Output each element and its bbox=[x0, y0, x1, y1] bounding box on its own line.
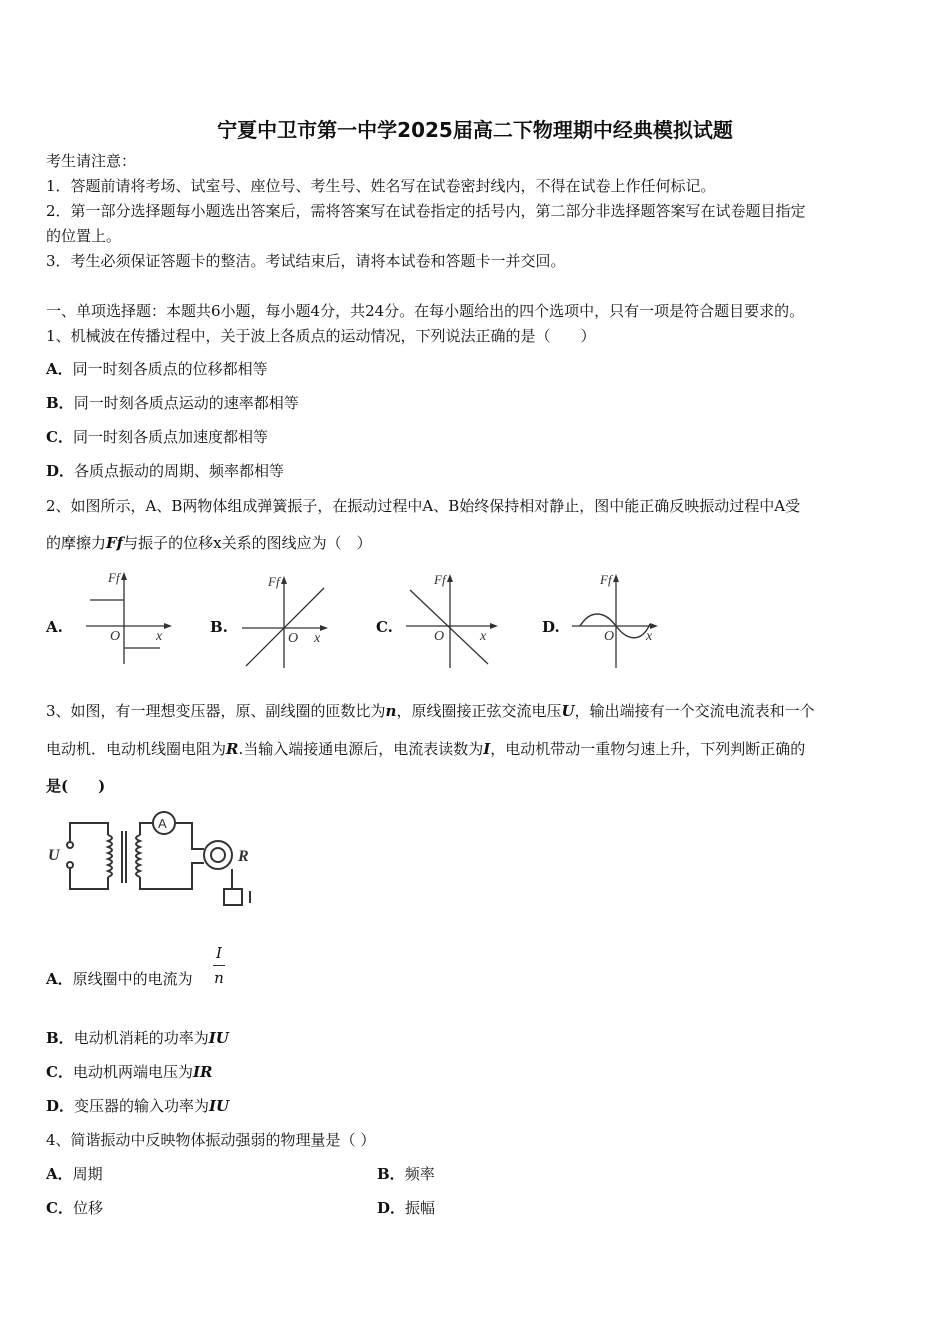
q3-option-d: D．变压器的输入功率为IU bbox=[46, 1097, 230, 1115]
q4-option-b: B．频率 bbox=[377, 1165, 435, 1183]
svg-text:U: U bbox=[48, 847, 60, 864]
svg-text:Ff: Ff bbox=[434, 572, 446, 587]
notice-item: 3．考生必须保证答题卡的整洁。考试结束后，请将本试卷和答题卡一并交回。 bbox=[46, 252, 566, 270]
q2-graph-d bbox=[566, 568, 666, 672]
notice-item: 的位置上。 bbox=[46, 227, 122, 245]
q2-graph-a bbox=[82, 568, 178, 668]
notice-item: 1．答题前请将考场、试室号、座位号、考生号、姓名写在试卷密封线内，不得在试卷上作任何标记。 bbox=[46, 177, 716, 195]
q4-option-a: A．周期 bbox=[46, 1165, 103, 1183]
q2-graph-c bbox=[400, 568, 506, 672]
svg-text:O: O bbox=[288, 631, 299, 646]
q1-option-c: C．同一时刻各质点加速度都相等 bbox=[46, 428, 268, 446]
q2-graph-options bbox=[46, 568, 706, 672]
q1-option-a: A．同一时刻各质点的位移都相等 bbox=[46, 360, 268, 378]
svg-text:O: O bbox=[434, 629, 445, 644]
q2-option-b-label: B. bbox=[210, 618, 228, 636]
svg-text:Ff: Ff bbox=[108, 570, 120, 585]
page-title: 宁夏中卫市第一中学2025届高二下物理期中经典模拟试题 bbox=[217, 118, 733, 142]
svg-text:Ff: Ff bbox=[268, 574, 280, 589]
q3-option-a: A．原线圈中的电流为 bbox=[46, 970, 193, 988]
q3-option-c: C．电动机两端电压为IR bbox=[46, 1063, 213, 1081]
question-2-stem: 2、如图所示，A、B两物体组成弹簧振子，在振动过程中A、B始终保持相对静止，图中能正确反映振动过程中A受 bbox=[46, 497, 801, 515]
fraction-i-over-n: I n bbox=[214, 944, 224, 987]
q2-option-d-label: D. bbox=[542, 618, 560, 636]
question-1-stem: 1、机械波在传播过程中，关于波上各质点的运动情况，下列说法正确的是（ ） bbox=[46, 327, 596, 345]
svg-text:x: x bbox=[480, 629, 487, 644]
q1-option-d: D．各质点振动的周期、频率都相等 bbox=[46, 462, 285, 480]
notice-heading: 考生请注意： bbox=[46, 152, 137, 170]
question-2-stem-line2: 的摩擦力Ff与振子的位移x关系的图线应为（ ） bbox=[46, 534, 372, 552]
svg-text:O: O bbox=[604, 629, 615, 644]
svg-text:x: x bbox=[646, 629, 653, 644]
q2-option-a-label: A. bbox=[46, 618, 63, 636]
q4-option-c: C．位移 bbox=[46, 1199, 103, 1217]
svg-text:x: x bbox=[314, 631, 321, 646]
q1-option-b: B．同一时刻各质点运动的速率都相等 bbox=[46, 394, 299, 412]
svg-text:x: x bbox=[156, 629, 163, 644]
question-3-stem-line3: 是( ) bbox=[46, 777, 106, 795]
notice-item: 2．第一部分选择题每小题选出答案后，需将答案写在试卷指定的括号内，第二部分非选择题答案写在试卷题目指定 bbox=[46, 202, 806, 220]
question-3-stem: 3、如图，有一理想变压器，原、副线圈的匝数比为n，原线圈接正弦交流电压U，输出端接有一个交流电流表和一个 bbox=[46, 702, 815, 720]
transformer-circuit-diagram bbox=[46, 805, 266, 915]
svg-text:Ff: Ff bbox=[600, 572, 612, 587]
svg-text:A: A bbox=[158, 816, 167, 831]
svg-text:R: R bbox=[238, 848, 249, 865]
q3-option-b: B．电动机消耗的功率为IU bbox=[46, 1029, 229, 1047]
question-4-stem: 4、简谐振动中反映物体振动强弱的物理量是（ ） bbox=[46, 1131, 376, 1149]
q4-option-d: D．振幅 bbox=[377, 1199, 436, 1217]
question-3-stem-line2: 电动机．电动机线圈电阻为R.当输入端接通电源后，电流表读数为I，电动机带动一重物匀速上升，下列判断正确的 bbox=[46, 740, 806, 758]
q2-graph-b bbox=[236, 570, 336, 670]
q2-option-c-label: C. bbox=[376, 618, 393, 636]
svg-text:O: O bbox=[110, 629, 121, 644]
section-heading: 一、单项选择题：本题共6小题，每小题4分，共24分。在每小题给出的四个选项中，只有一项是符合题目要求的。 bbox=[46, 302, 805, 320]
